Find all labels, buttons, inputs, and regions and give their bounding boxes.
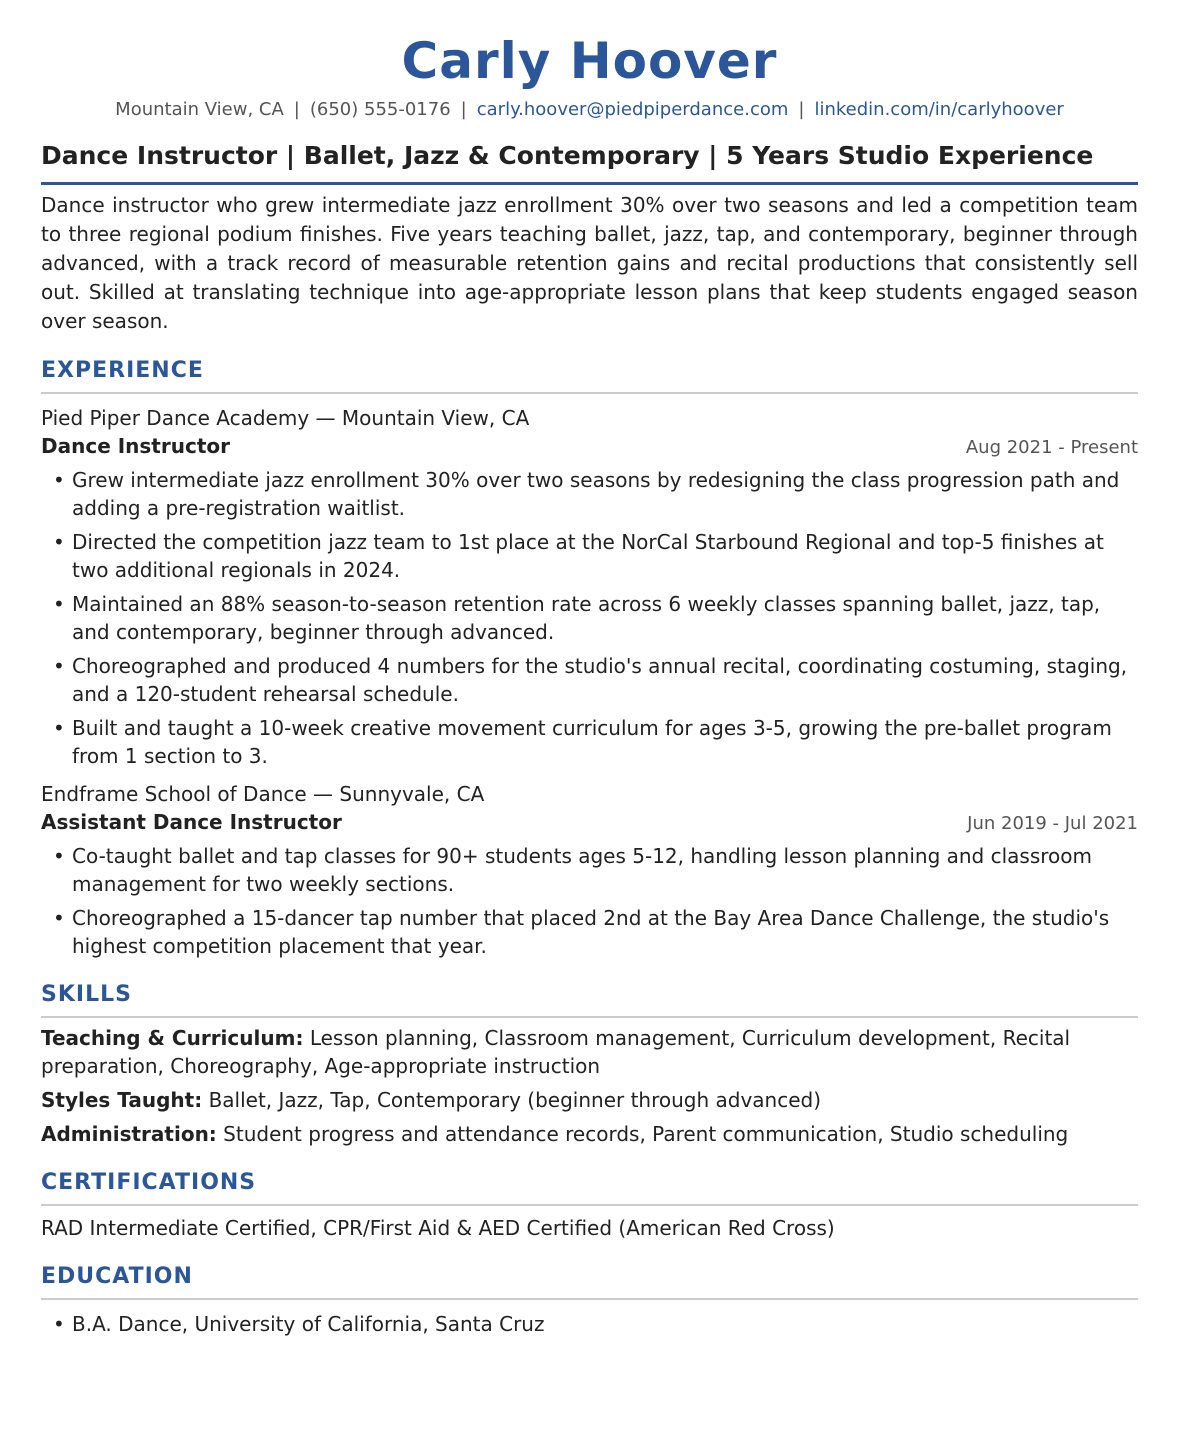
role-row — [41, 432, 1138, 462]
certifications-text: RAD Intermediate Certified, CPR/First Aid & AED Certified (American Red Cross) — [41, 1216, 835, 1240]
certifications-section-title: CERTIFICATIONS — [41, 1168, 1138, 1206]
company-name: Endframe School of Dance — Sunnyvale, CA — [41, 782, 485, 806]
contact-separator: | — [798, 99, 805, 120]
achievement-text: Grew intermediate jazz enrollment 30% over two seasons by redesigning the class progression path and adding a pre-registration waitlist. — [72, 468, 1120, 520]
skill-label: Styles Taught: — [41, 1088, 203, 1112]
phone-text: (650) 555-0176 — [309, 99, 451, 120]
bullet-icon: • — [53, 844, 65, 868]
candidate-name: Carly Hoover — [401, 32, 778, 90]
skill-value: Lesson planning, Classroom management, Curriculum development, Recital preparation, Choreography, Age-appropriate instruction — [41, 1026, 1071, 1078]
experience-section-title: EXPERIENCE — [41, 356, 1138, 394]
skills-section-title: SKILLS — [41, 980, 1138, 1018]
achievement-item — [53, 714, 1138, 770]
contact-separator: | — [460, 99, 467, 120]
achievement-text: Built and taught a 10-week creative movement curriculum for ages 3-5, growing the pre-ballet program from 1 section to 3. — [72, 716, 1112, 768]
achievement-text: Choreographed and produced 4 numbers for the studio's annual recital, coordinating costuming, staging, and a 120-student rehearsal schedule. — [72, 654, 1128, 706]
achievement-item — [53, 528, 1138, 584]
job-dates: Jun 2019 - Jul 2021 — [967, 813, 1138, 834]
bullet-icon: • — [53, 530, 65, 554]
experience-entry — [41, 780, 1138, 960]
achievement-text: Maintained an 88% season-to-season retention rate across 6 weekly classes spanning ballet, jazz, tap, and contemporary, beginner through advanced. — [72, 592, 1101, 644]
job-title: Assistant Dance Instructor — [41, 810, 342, 834]
achievement-text: Directed the competition jazz team to 1st place at the NorCal Starbound Regional and top-5 finishes at two additional regionals in 2024. — [72, 530, 1104, 582]
skill-value: Student progress and attendance records, Parent communication, Studio scheduling — [223, 1122, 1069, 1146]
achievement-item — [53, 466, 1138, 522]
role-row — [41, 808, 1138, 838]
bullet-icon: • — [53, 592, 65, 616]
degree-text: B.A. Dance, University of California, Santa Cruz — [72, 1312, 545, 1336]
achievement-list — [41, 466, 1138, 770]
skill-value: Ballet, Jazz, Tap, Contemporary (beginner through advanced) — [208, 1088, 822, 1112]
location-text: Mountain View, CA — [115, 99, 284, 120]
skill-line — [41, 1024, 1138, 1080]
education-list — [41, 1310, 1138, 1338]
bullet-icon: • — [53, 906, 65, 930]
contact-separator: | — [293, 99, 300, 120]
achievement-item — [53, 904, 1138, 960]
job-dates: Aug 2021 - Present — [965, 437, 1138, 458]
achievement-list — [41, 842, 1138, 960]
bullet-icon: • — [53, 716, 65, 740]
skill-label: Administration: — [41, 1122, 217, 1146]
achievement-text: Co-taught ballet and tap classes for 90+ students ages 5-12, handling lesson planning and classroom management for two weekly sections. — [72, 844, 1092, 896]
linkedin-link[interactable]: linkedin.com/in/carlyhoover — [814, 99, 1064, 120]
company-name: Pied Piper Dance Academy — Mountain View, CA — [41, 406, 530, 430]
skill-label: Teaching & Curriculum: — [41, 1026, 304, 1050]
achievement-text: Choreographed a 15-dancer tap number that placed 2nd at the Bay Area Dance Challenge, the studio's highest competition placement that year. — [72, 906, 1110, 958]
bullet-icon: • — [53, 468, 65, 492]
bullet-icon: • — [53, 654, 65, 678]
bullet-icon: • — [53, 1312, 65, 1336]
achievement-item — [53, 652, 1138, 708]
contact-line — [41, 98, 1138, 122]
achievement-item — [53, 842, 1138, 898]
email-link[interactable]: carly.hoover@piedpiperdance.com — [476, 99, 789, 120]
skill-line — [41, 1086, 1138, 1114]
summary-paragraph: Dance instructor who grew intermediate jazz enrollment 30% over two seasons and led a competition team to three regional podium finishes. Five years teaching ballet, jazz, tap, and contemporary, beginner through advanced, with a track record of measurable retention gains and recital productions that consistently sell out. Skilled at translating technique into age-appropriate lesson plans that keep students engaged season over season. — [41, 193, 1138, 333]
education-section-title: EDUCATION — [41, 1262, 1138, 1300]
achievement-item — [53, 590, 1138, 646]
experience-entry — [41, 404, 1138, 770]
professional-headline: Dance Instructor | Ballet, Jazz & Contemporary | 5 Years Studio Experience — [41, 138, 1138, 185]
skill-line — [41, 1120, 1138, 1148]
job-title: Dance Instructor — [41, 434, 230, 458]
education-item — [53, 1310, 1138, 1338]
